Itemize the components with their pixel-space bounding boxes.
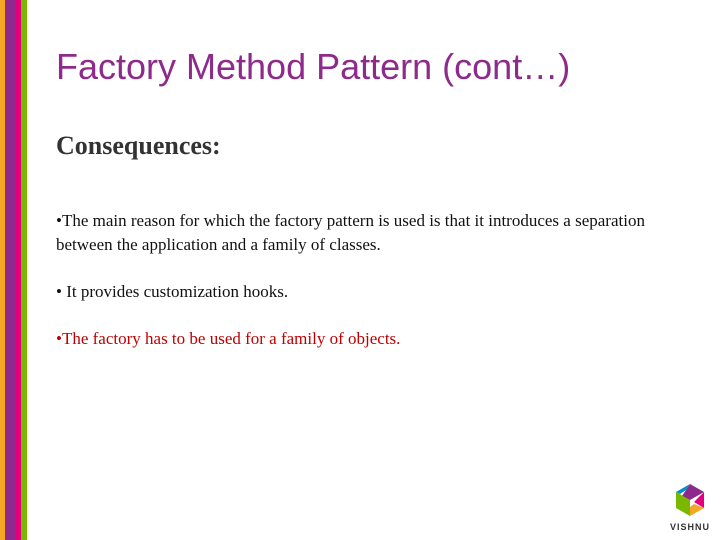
section-heading: Consequences: — [56, 131, 221, 160]
bullet-item-highlighted: •The factory has to be used for a family of objects. — [56, 329, 401, 348]
slide-title: Factory Method Pattern (cont…) — [56, 46, 571, 87]
accent-stripe-green — [21, 0, 27, 540]
bullet-item: • It provides customization hooks. — [56, 282, 289, 301]
bullet-list — [56, 209, 676, 374]
logo-text: VISHNU — [669, 522, 710, 532]
bullet-item: •The main reason for which the factory pattern is used is that it introduces a separation between the application and a family of classes. — [56, 211, 645, 254]
accent-stripe-purple — [5, 0, 15, 540]
vishnu-logo-icon — [664, 482, 716, 522]
vishnu-logo — [664, 482, 716, 538]
